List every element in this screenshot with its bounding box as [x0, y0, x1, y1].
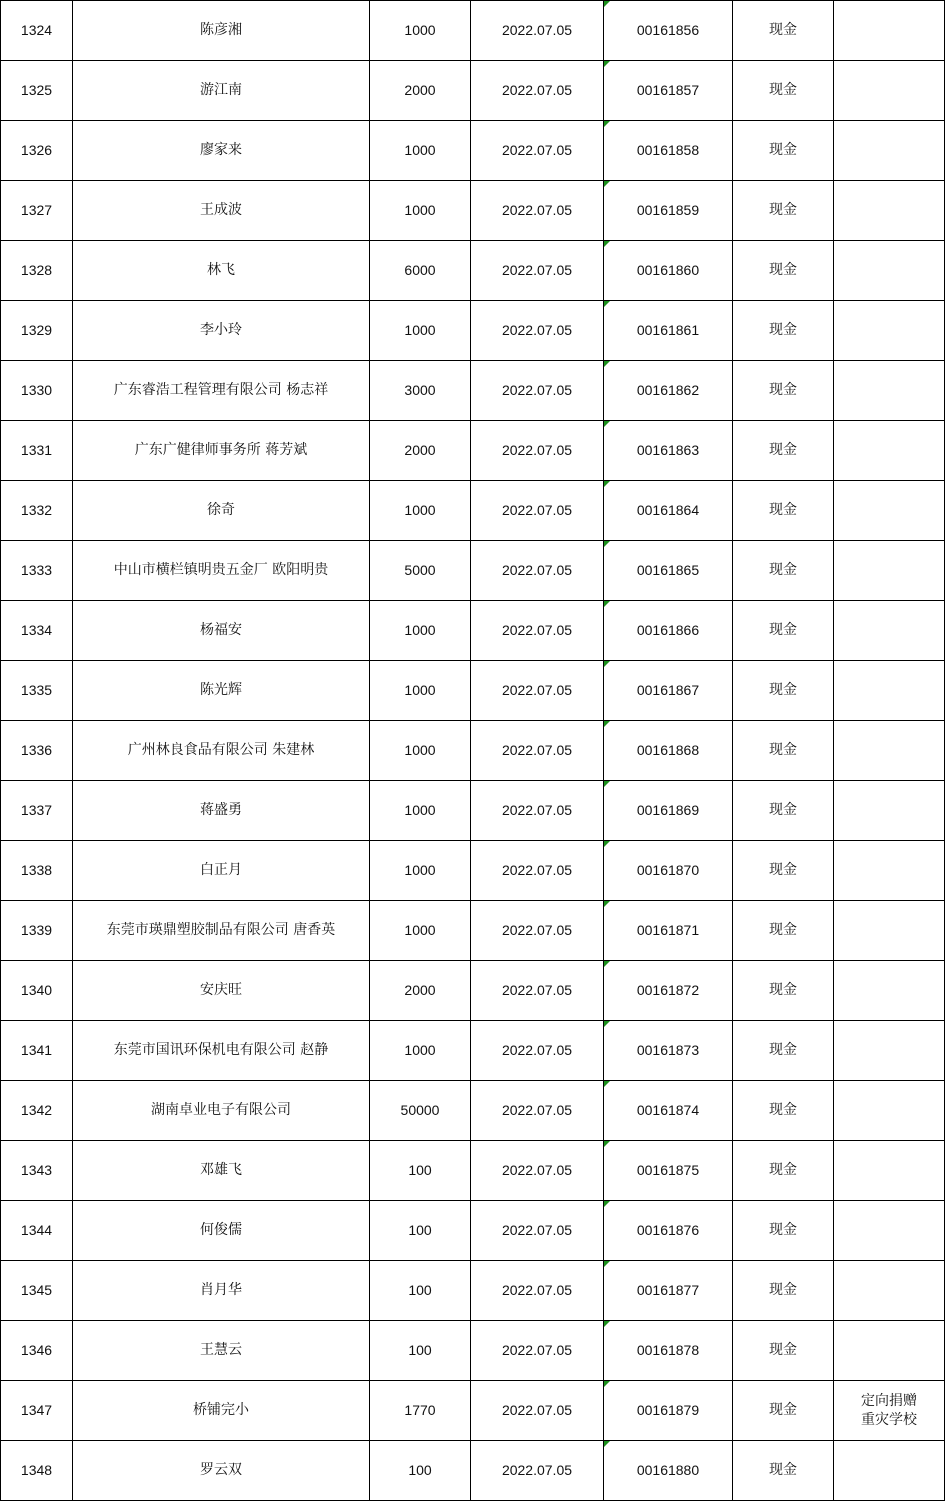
serial-number-cell: 1332 [1, 481, 73, 541]
donor-name-cell: 游江南 [73, 61, 370, 121]
serial-number-cell: 1325 [1, 61, 73, 121]
serial-number-cell: 1329 [1, 301, 73, 361]
donor-name-cell: 李小玲 [73, 301, 370, 361]
payment-method-cell: 现金 [733, 1081, 834, 1141]
payment-method-cell: 现金 [733, 121, 834, 181]
payment-method-cell: 现金 [733, 61, 834, 121]
donor-name-cell: 肖月华 [73, 1261, 370, 1321]
serial-number-cell: 1327 [1, 181, 73, 241]
note-cell [834, 301, 945, 361]
date-cell: 2022.07.05 [471, 661, 604, 721]
receipt-number-cell: 00161857 [604, 61, 733, 121]
date-cell: 2022.07.05 [471, 601, 604, 661]
amount-cell: 1000 [370, 481, 471, 541]
receipt-number-cell: 00161874 [604, 1081, 733, 1141]
amount-cell: 1000 [370, 781, 471, 841]
payment-method-cell: 现金 [733, 841, 834, 901]
receipt-number-cell: 00161876 [604, 1201, 733, 1261]
table-row [1, 421, 945, 481]
serial-number-cell: 1343 [1, 1141, 73, 1201]
note-cell [834, 1081, 945, 1141]
payment-method-cell: 现金 [733, 1381, 834, 1441]
donor-name-cell: 蒋盛勇 [73, 781, 370, 841]
payment-method-cell: 现金 [733, 1141, 834, 1201]
date-cell: 2022.07.05 [471, 61, 604, 121]
serial-number-cell: 1340 [1, 961, 73, 1021]
receipt-number-cell: 00161869 [604, 781, 733, 841]
receipt-number-cell: 00161864 [604, 481, 733, 541]
date-cell: 2022.07.05 [471, 541, 604, 601]
amount-cell: 100 [370, 1441, 471, 1501]
amount-cell: 1000 [370, 1021, 471, 1081]
receipt-number-cell: 00161872 [604, 961, 733, 1021]
amount-cell: 100 [370, 1321, 471, 1381]
amount-cell: 6000 [370, 241, 471, 301]
serial-number-cell: 1342 [1, 1081, 73, 1141]
note-cell [834, 241, 945, 301]
table-row [1, 1081, 945, 1141]
table-row [1, 1201, 945, 1261]
donor-name-cell: 邓雄飞 [73, 1141, 370, 1201]
date-cell: 2022.07.05 [471, 1381, 604, 1441]
donor-name-cell: 安庆旺 [73, 961, 370, 1021]
donor-name-cell: 廖家来 [73, 121, 370, 181]
date-cell: 2022.07.05 [471, 1141, 604, 1201]
receipt-number-cell: 00161870 [604, 841, 733, 901]
note-cell [834, 781, 945, 841]
serial-number-cell: 1344 [1, 1201, 73, 1261]
table-row [1, 1, 945, 61]
amount-cell: 1000 [370, 301, 471, 361]
date-cell: 2022.07.05 [471, 421, 604, 481]
serial-number-cell: 1331 [1, 421, 73, 481]
note-cell [834, 961, 945, 1021]
payment-method-cell: 现金 [733, 1321, 834, 1381]
serial-number-cell: 1328 [1, 241, 73, 301]
amount-cell: 50000 [370, 1081, 471, 1141]
table-row [1, 361, 945, 421]
note-cell [834, 61, 945, 121]
amount-cell: 1000 [370, 721, 471, 781]
date-cell: 2022.07.05 [471, 1441, 604, 1501]
payment-method-cell: 现金 [733, 901, 834, 961]
receipt-number-cell: 00161860 [604, 241, 733, 301]
amount-cell: 2000 [370, 61, 471, 121]
amount-cell: 3000 [370, 361, 471, 421]
note-cell [834, 1141, 945, 1201]
serial-number-cell: 1348 [1, 1441, 73, 1501]
payment-method-cell: 现金 [733, 961, 834, 1021]
payment-method-cell: 现金 [733, 541, 834, 601]
donor-name-cell: 东莞市瑛鼎塑胶制品有限公司 唐香英 [73, 901, 370, 961]
date-cell: 2022.07.05 [471, 1261, 604, 1321]
amount-cell: 100 [370, 1261, 471, 1321]
serial-number-cell: 1334 [1, 601, 73, 661]
note-cell [834, 541, 945, 601]
amount-cell: 1000 [370, 1, 471, 61]
note-cell [834, 661, 945, 721]
amount-cell: 1000 [370, 181, 471, 241]
receipt-number-cell: 00161859 [604, 181, 733, 241]
serial-number-cell: 1345 [1, 1261, 73, 1321]
date-cell: 2022.07.05 [471, 1081, 604, 1141]
table-row [1, 661, 945, 721]
note-cell [834, 721, 945, 781]
donor-name-cell: 杨福安 [73, 601, 370, 661]
payment-method-cell: 现金 [733, 181, 834, 241]
table-row [1, 481, 945, 541]
payment-method-cell: 现金 [733, 1441, 834, 1501]
note-cell [834, 1201, 945, 1261]
serial-number-cell: 1330 [1, 361, 73, 421]
payment-method-cell: 现金 [733, 781, 834, 841]
table-row [1, 841, 945, 901]
receipt-number-cell: 00161867 [604, 661, 733, 721]
table-row [1, 541, 945, 601]
date-cell: 2022.07.05 [471, 301, 604, 361]
donor-name-cell: 桥铺完小 [73, 1381, 370, 1441]
donor-name-cell: 广东睿浩工程管理有限公司 杨志祥 [73, 361, 370, 421]
amount-cell: 1770 [370, 1381, 471, 1441]
receipt-number-cell: 00161866 [604, 601, 733, 661]
amount-cell: 1000 [370, 601, 471, 661]
payment-method-cell: 现金 [733, 481, 834, 541]
note-cell [834, 421, 945, 481]
receipt-number-cell: 00161871 [604, 901, 733, 961]
table-row [1, 721, 945, 781]
note-cell [834, 1381, 945, 1441]
receipt-number-cell: 00161868 [604, 721, 733, 781]
amount-cell: 2000 [370, 961, 471, 1021]
donor-name-cell: 王慧云 [73, 1321, 370, 1381]
payment-method-cell: 现金 [733, 1, 834, 61]
table-row [1, 601, 945, 661]
receipt-number-cell: 00161880 [604, 1441, 733, 1501]
serial-number-cell: 1338 [1, 841, 73, 901]
amount-cell: 1000 [370, 841, 471, 901]
date-cell: 2022.07.05 [471, 1201, 604, 1261]
table-row [1, 301, 945, 361]
note-cell [834, 361, 945, 421]
date-cell: 2022.07.05 [471, 781, 604, 841]
note-cell [834, 601, 945, 661]
date-cell: 2022.07.05 [471, 1321, 604, 1381]
table-row [1, 1021, 945, 1081]
table-row [1, 1261, 945, 1321]
receipt-number-cell: 00161865 [604, 541, 733, 601]
note-line: 重灾学校 [861, 1411, 917, 1428]
amount-cell: 5000 [370, 541, 471, 601]
note-cell [834, 1441, 945, 1501]
serial-number-cell: 1347 [1, 1381, 73, 1441]
serial-number-cell: 1346 [1, 1321, 73, 1381]
table-row [1, 181, 945, 241]
serial-number-cell: 1324 [1, 1, 73, 61]
receipt-number-cell: 00161878 [604, 1321, 733, 1381]
date-cell: 2022.07.05 [471, 1, 604, 61]
note-cell [834, 1, 945, 61]
receipt-number-cell: 00161877 [604, 1261, 733, 1321]
note-cell [834, 181, 945, 241]
table-row [1, 1441, 945, 1501]
payment-method-cell: 现金 [733, 1021, 834, 1081]
payment-method-cell: 现金 [733, 661, 834, 721]
table-row [1, 61, 945, 121]
receipt-number-cell: 00161858 [604, 121, 733, 181]
amount-cell: 100 [370, 1141, 471, 1201]
note-cell [834, 121, 945, 181]
donor-name-cell: 东莞市国讯环保机电有限公司 赵静 [73, 1021, 370, 1081]
note-cell [834, 1021, 945, 1081]
donor-name-cell: 湖南卓业电子有限公司 [73, 1081, 370, 1141]
payment-method-cell: 现金 [733, 301, 834, 361]
table-row [1, 961, 945, 1021]
receipt-number-cell: 00161856 [604, 1, 733, 61]
date-cell: 2022.07.05 [471, 841, 604, 901]
amount-cell: 1000 [370, 121, 471, 181]
date-cell: 2022.07.05 [471, 481, 604, 541]
table-row [1, 781, 945, 841]
donor-name-cell: 罗云双 [73, 1441, 370, 1501]
donor-name-cell: 中山市横栏镇明贵五金厂 欧阳明贵 [73, 541, 370, 601]
note-cell [834, 1261, 945, 1321]
receipt-number-cell: 00161875 [604, 1141, 733, 1201]
table-row [1, 1141, 945, 1201]
donor-name-cell: 陈彦湘 [73, 1, 370, 61]
donor-name-cell: 陈光辉 [73, 661, 370, 721]
amount-cell: 2000 [370, 421, 471, 481]
serial-number-cell: 1337 [1, 781, 73, 841]
note-cell [834, 1321, 945, 1381]
receipt-number-cell: 00161862 [604, 361, 733, 421]
payment-method-cell: 现金 [733, 361, 834, 421]
amount-cell: 100 [370, 1201, 471, 1261]
serial-number-cell: 1333 [1, 541, 73, 601]
payment-method-cell: 现金 [733, 241, 834, 301]
donor-name-cell: 徐奇 [73, 481, 370, 541]
date-cell: 2022.07.05 [471, 961, 604, 1021]
table-row [1, 1321, 945, 1381]
serial-number-cell: 1335 [1, 661, 73, 721]
donor-name-cell: 广东广健律师事务所 蒋芳斌 [73, 421, 370, 481]
donor-name-cell: 白正月 [73, 841, 370, 901]
date-cell: 2022.07.05 [471, 361, 604, 421]
payment-method-cell: 现金 [733, 1261, 834, 1321]
date-cell: 2022.07.05 [471, 721, 604, 781]
note-line: 定向捐赠 [861, 1392, 917, 1409]
date-cell: 2022.07.05 [471, 181, 604, 241]
donor-name-cell: 何俊儒 [73, 1201, 370, 1261]
donor-name-cell: 广州林良食品有限公司 朱建林 [73, 721, 370, 781]
payment-method-cell: 现金 [733, 601, 834, 661]
table-body [1, 1, 945, 1501]
table-row [1, 901, 945, 961]
date-cell: 2022.07.05 [471, 241, 604, 301]
serial-number-cell: 1341 [1, 1021, 73, 1081]
donor-name-cell: 王成波 [73, 181, 370, 241]
donor-name-cell: 林飞 [73, 241, 370, 301]
date-cell: 2022.07.05 [471, 901, 604, 961]
date-cell: 2022.07.05 [471, 1021, 604, 1081]
note-cell [834, 841, 945, 901]
receipt-number-cell: 00161863 [604, 421, 733, 481]
serial-number-cell: 1339 [1, 901, 73, 961]
table-row [1, 121, 945, 181]
receipt-number-cell: 00161879 [604, 1381, 733, 1441]
note-cell [834, 901, 945, 961]
serial-number-cell: 1326 [1, 121, 73, 181]
table-row [1, 241, 945, 301]
date-cell: 2022.07.05 [471, 121, 604, 181]
amount-cell: 1000 [370, 901, 471, 961]
amount-cell: 1000 [370, 661, 471, 721]
table-row [1, 1381, 945, 1441]
note-cell [834, 481, 945, 541]
payment-method-cell: 现金 [733, 721, 834, 781]
serial-number-cell: 1336 [1, 721, 73, 781]
receipt-number-cell: 00161861 [604, 301, 733, 361]
receipt-number-cell: 00161873 [604, 1021, 733, 1081]
payment-method-cell: 现金 [733, 421, 834, 481]
payment-method-cell: 现金 [733, 1201, 834, 1261]
